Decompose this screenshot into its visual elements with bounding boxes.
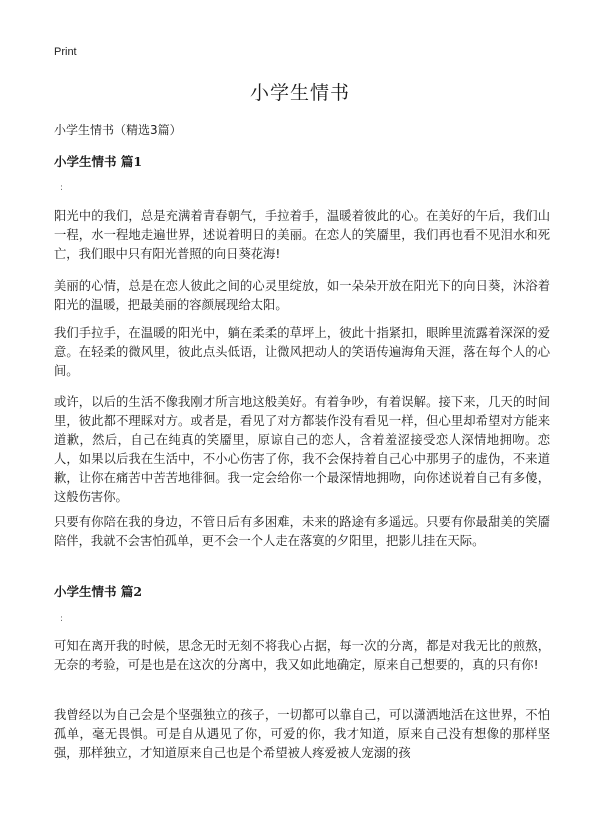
section-2-paragraph-2: 我曾经以为自己会是个坚强独立的孩子，一切都可以靠自己，可以潇洒地活在这世界，不怕孤单，毫无畏惧。可是自从遇见了你，可爱的你，我才知道，原来自己没有想像的那样坚强，那样独立，才知道原来自己也是个希望被人疼爱被人宠溺的孩 <box>54 708 550 760</box>
print-link[interactable]: Print <box>54 46 77 58</box>
section-heading-2: 小学生情书 篇2 <box>54 584 143 599</box>
section-1-paragraph-5: 只要有你陪在我的身边，不管日后有多困难，未来的路途有多遥远。只要有你最甜美的笑靥陪伴，我就不会害怕孤单，更不会一个人走在落寞的夕阳里，把影儿挂在天际。 <box>54 515 550 548</box>
section-2-paragraph-2-clip <box>54 706 550 826</box>
page-title: 小学生情书 <box>249 82 350 104</box>
document-subtitle: 小学生情书（精选3篇） <box>54 123 182 137</box>
section-1-paragraph-1: 阳光中的我们，总是充满着青春朝气，手拉着手，温暖着彼此的心。在美好的午后，我们山一程，水一程地走遍世界，述说着明日的美丽。在恋人的笑靥里，我们再也看不见泪水和死亡，我们眼中只有阳光普照的向日葵花海! <box>54 209 550 261</box>
section-1-paragraph-4: 或许，以后的生活不像我刚才所言地这般美好。有着争吵，有着误解。接下来，几天的时间里，彼此都不理睬对方。或者是，看见了对方都装作没有看见一样，但心里却希望对方能来道歉，然后，自己在纯真的笑靥里，原谅自己的恋人，含着羞涩接受恋人深情地拥吻。恋人，如果以后我在生活中，不小心伤害了你，我不会保持着自己心中那男子的虚伪，不来道歉，让你在痛苦中苦苦地徘徊。我一定会给你一个最深情地拥吻，向你述说着自己有多傻，这般伤害你。 <box>54 395 550 504</box>
section-heading-1: 小学生情书 篇1 <box>54 154 143 169</box>
section-1-paragraph-2: 美丽的心情，总是在恋人彼此之间的心灵里绽放，如一朵朵开放在阳光下的向日葵，沐浴着阳光的温暖，把最美丽的容颜展现给太阳。 <box>54 279 550 312</box>
section-marker-1: : <box>60 183 64 193</box>
section-2-paragraph-1: 可知在离开我的时候，思念无时无刻不将我心占据，每一次的分离，都是对我无比的煎熬，无奈的考验，可是也是在这次的分离中，我又如此地确定，原来自己想要的，真的只有你! <box>54 639 550 672</box>
section-1-paragraph-3: 我们手拉手，在温暖的阳光中，躺在柔柔的草坪上，彼此十指紧扣，眼眸里流露着深深的爱意。在轻柔的微风里，彼此点头低语，让微风把动人的笑语传遍海角天涯，落在每个人的心间。 <box>54 326 550 378</box>
section-marker-2: : <box>60 614 64 624</box>
